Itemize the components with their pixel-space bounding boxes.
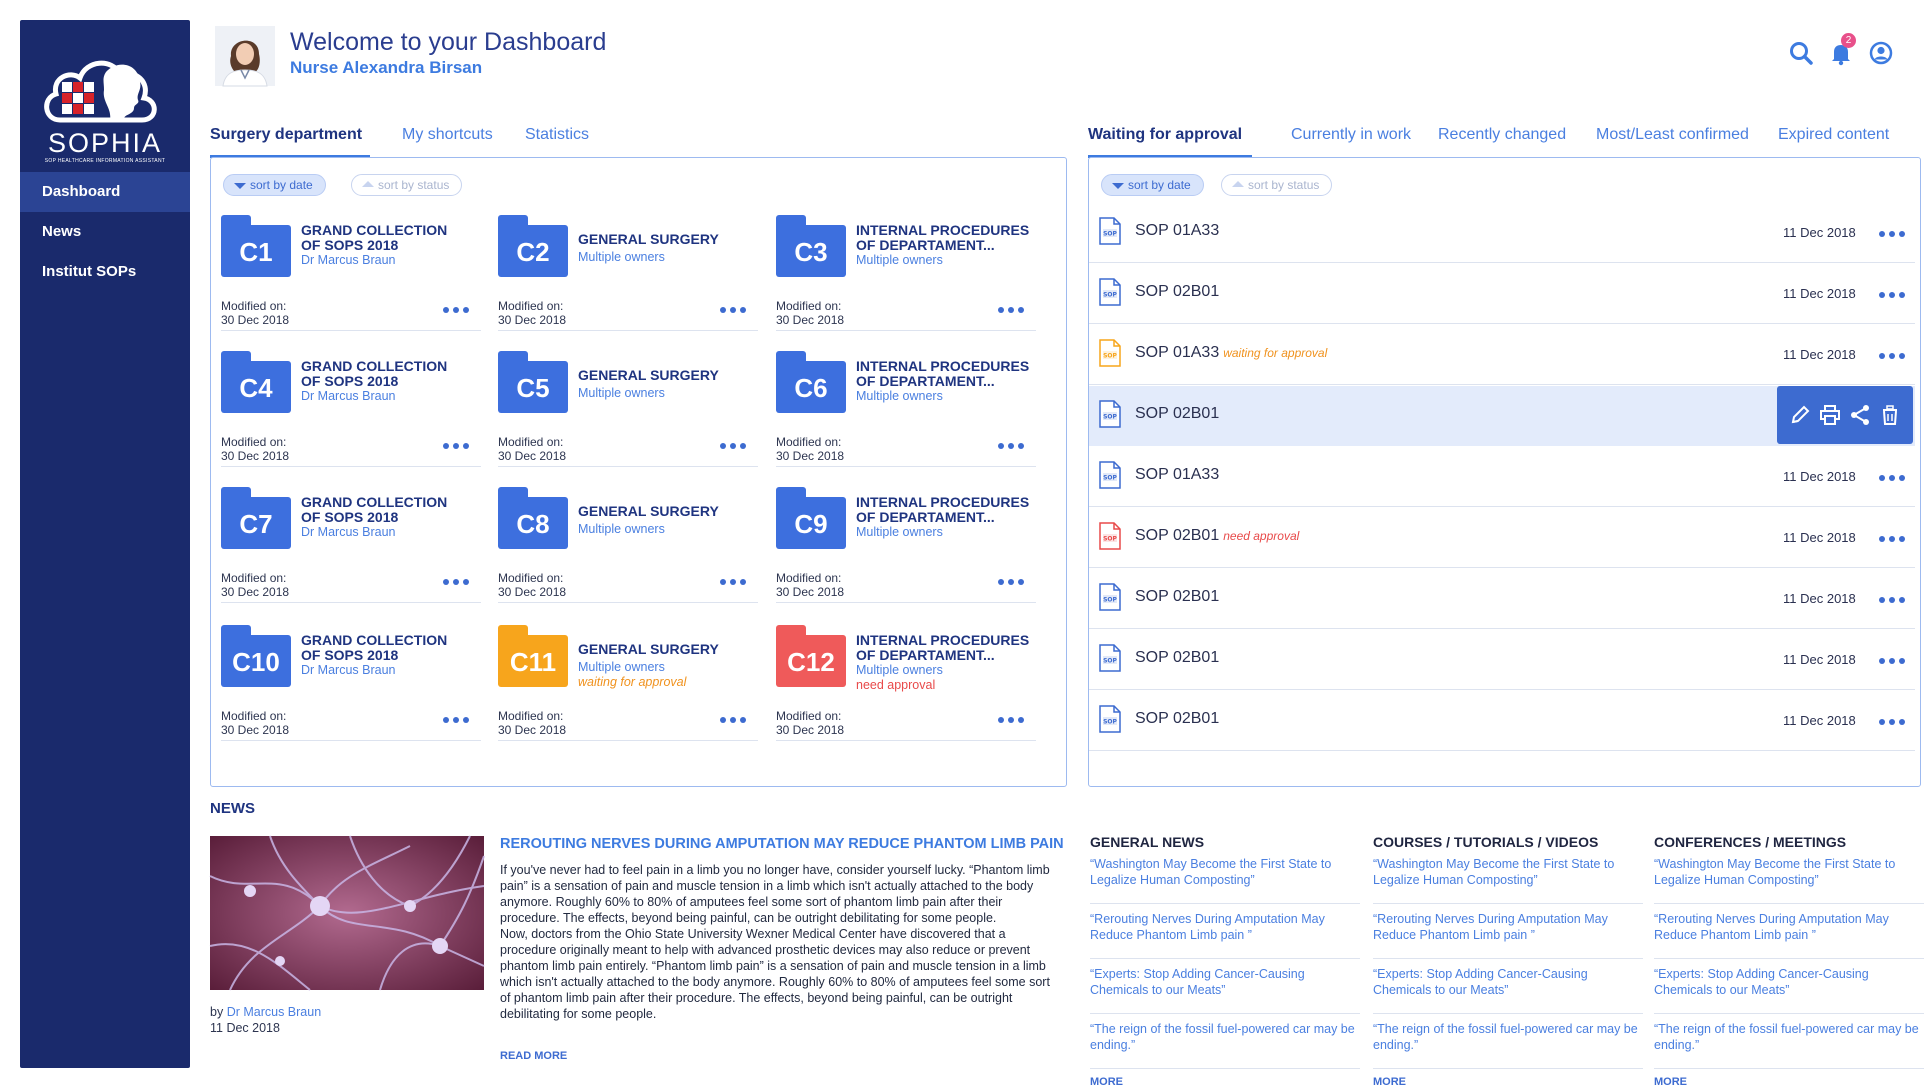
collection-code: C3 — [776, 225, 846, 277]
sop-document-icon — [1099, 217, 1121, 245]
sop-list-panel — [1088, 157, 1921, 787]
general-news-column — [1090, 834, 1360, 1088]
sop-row[interactable] — [1089, 569, 1915, 629]
avatar[interactable] — [215, 26, 275, 86]
sop-sort-by-status-label: sort by status — [1248, 178, 1320, 192]
modified-label: Modified on: — [221, 571, 287, 585]
collection-status: need approval — [856, 678, 936, 692]
folder-icon[interactable] — [221, 487, 291, 549]
sort-asc-icon — [1232, 181, 1244, 187]
modified-label: Modified on: — [221, 299, 287, 313]
collection-title-line-1: INTERNAL PROCEDURES — [856, 494, 1030, 510]
collection-modified — [221, 571, 289, 599]
sop-row[interactable] — [1089, 447, 1915, 507]
more-dots-icon[interactable] — [443, 441, 473, 451]
modified-label: Modified on: — [498, 299, 564, 313]
sop-name[interactable] — [1135, 344, 1327, 362]
collection-modified — [498, 435, 566, 463]
news-author-link[interactable]: Dr Marcus Braun — [226, 1005, 322, 1019]
sop-title: SOP 02B01 — [1135, 649, 1220, 666]
modified-date: 30 Dec 2018 — [498, 449, 567, 463]
pencil-icon[interactable] — [1789, 404, 1811, 426]
sop-name[interactable] — [1135, 466, 1223, 484]
collection-modified — [776, 299, 844, 327]
sop-row[interactable] — [1089, 264, 1915, 324]
sop-document-icon — [1099, 522, 1121, 550]
collection-modified — [221, 299, 289, 327]
logo-tagline: SOP HEALTHCARE INFORMATION ASSISTANT — [44, 158, 166, 164]
left-tabs — [210, 126, 1070, 156]
collection-card[interactable] — [776, 213, 1036, 331]
svg-text:SOP: SOP — [1103, 230, 1117, 238]
column-news-link[interactable]: “Washington May Become the First State to Legalize Human Composting” — [1090, 856, 1360, 904]
sop-name[interactable] — [1135, 588, 1223, 606]
news-image[interactable] — [210, 836, 484, 990]
collection-owner: Dr Marcus Braun — [301, 663, 396, 677]
news-byline — [210, 1004, 321, 1036]
sop-document-icon — [1099, 705, 1121, 733]
sop-sort-by-status-button[interactable] — [1221, 174, 1332, 196]
column-news-link[interactable]: “Experts: Stop Adding Cancer-Causing Chemicals to our Meats” — [1090, 966, 1360, 1014]
collection-modified — [776, 571, 844, 599]
more-dots-icon[interactable] — [998, 441, 1028, 451]
collections-panel — [210, 157, 1067, 787]
more-dots-icon[interactable] — [720, 715, 750, 725]
share-icon[interactable] — [1849, 404, 1871, 426]
more-link[interactable]: MORE — [1090, 1076, 1123, 1088]
collection-card[interactable] — [498, 623, 758, 741]
tab-currently-in-work[interactable]: Currently in work — [1291, 126, 1412, 143]
collection-modified — [221, 709, 289, 737]
collection-title[interactable] — [578, 368, 758, 383]
sort-by-status-button[interactable] — [351, 174, 462, 196]
collection-title[interactable] — [856, 223, 1036, 253]
collection-card[interactable] — [498, 485, 758, 603]
collection-title-line-1: GENERAL SURGERY — [578, 503, 719, 519]
collection-title[interactable] — [578, 232, 758, 247]
more-dots-icon[interactable] — [1879, 534, 1909, 544]
collection-title[interactable] — [578, 642, 758, 657]
collection-owner: Multiple owners — [856, 389, 943, 403]
sidebar-nav — [20, 172, 190, 292]
user-circle-icon[interactable] — [1868, 40, 1894, 66]
collection-owner: Multiple owners — [856, 663, 943, 677]
collection-card[interactable] — [776, 349, 1036, 467]
collection-code: C2 — [498, 225, 568, 277]
folder-icon[interactable] — [221, 215, 291, 277]
sop-document-icon — [1099, 400, 1121, 428]
news-by-label: by — [210, 1005, 224, 1019]
sop-sort-by-date-label: sort by date — [1128, 178, 1191, 192]
column-news-link[interactable]: “Washington May Become the First State to Legalize Human Composting” — [1373, 856, 1643, 904]
collection-title[interactable] — [301, 359, 481, 389]
collection-owner: Multiple owners — [578, 522, 665, 536]
modified-date: 30 Dec 2018 — [498, 313, 567, 327]
tab-expired-content[interactable]: Expired content — [1778, 126, 1890, 143]
sop-title: SOP 02B01 — [1135, 283, 1220, 300]
sop-document-icon — [1099, 278, 1121, 306]
sop-document-icon — [1099, 461, 1121, 489]
sidebar-item-news[interactable]: News — [42, 223, 82, 240]
collection-owner: Dr Marcus Braun — [301, 253, 396, 267]
column-heading: CONFERENCES / MEETINGS — [1654, 834, 1847, 850]
modified-label: Modified on: — [776, 709, 842, 723]
folder-icon[interactable] — [221, 625, 291, 687]
collection-card[interactable] — [221, 349, 481, 467]
column-news-link[interactable]: “The reign of the fossil fuel-powered car may be ending.” — [1654, 1021, 1924, 1069]
modified-date: 30 Dec 2018 — [776, 585, 845, 599]
trash-icon[interactable] — [1879, 404, 1901, 426]
sort-desc-icon — [234, 183, 246, 189]
column-news-link[interactable]: “Rerouting Nerves During Amputation May Reduce Phantom Limb pain ” — [1090, 911, 1360, 959]
collection-title-line-1: GRAND COLLECTION — [301, 632, 448, 648]
sop-status-flag: waiting for approval — [1223, 346, 1328, 360]
modified-date: 30 Dec 2018 — [221, 449, 290, 463]
sop-title: SOP 02B01 — [1135, 527, 1220, 544]
collection-title[interactable] — [856, 359, 1036, 389]
more-dots-icon[interactable] — [720, 305, 750, 315]
page-title: Welcome to your Dashboard — [290, 28, 607, 56]
collection-code: C7 — [221, 497, 291, 549]
sop-title: SOP 02B01 — [1135, 710, 1220, 727]
collection-modified — [498, 571, 566, 599]
modified-date: 30 Dec 2018 — [221, 723, 290, 737]
sop-date: 11 Dec 2018 — [1783, 286, 1856, 301]
svg-text:SOP: SOP — [1103, 535, 1117, 543]
modified-label: Modified on: — [776, 571, 842, 585]
folder-icon[interactable] — [498, 215, 568, 277]
tab-most-least-confirmed[interactable]: Most/Least confirmed — [1596, 126, 1749, 143]
search-icon[interactable] — [1788, 40, 1814, 66]
collection-owner: Multiple owners — [578, 386, 665, 400]
svg-text:SOP: SOP — [1103, 291, 1117, 299]
collection-code: C9 — [776, 497, 846, 549]
more-dots-icon[interactable] — [1879, 351, 1909, 361]
more-dots-icon[interactable] — [1879, 717, 1909, 727]
collection-title[interactable] — [578, 504, 758, 519]
sop-date: 11 Dec 2018 — [1783, 530, 1856, 545]
column-news-link[interactable]: “Experts: Stop Adding Cancer-Causing Chemicals to our Meats” — [1373, 966, 1643, 1014]
collection-title-line-2: OF DEPARTAMENT... — [856, 647, 995, 663]
sidebar — [20, 20, 190, 1068]
modified-date: 30 Dec 2018 — [221, 585, 290, 599]
modified-label: Modified on: — [221, 709, 287, 723]
sop-name[interactable] — [1135, 710, 1223, 728]
more-dots-icon[interactable] — [1879, 290, 1909, 300]
collection-code: C10 — [221, 635, 291, 687]
collection-title-line-1: INTERNAL PROCEDURES — [856, 632, 1030, 648]
collection-owner: Multiple owners — [578, 250, 665, 264]
collection-title-line-2: OF DEPARTAMENT... — [856, 509, 995, 525]
sop-document-icon — [1099, 339, 1121, 367]
more-dots-icon[interactable] — [1879, 473, 1909, 483]
more-dots-icon[interactable] — [998, 305, 1028, 315]
sop-date: 11 Dec 2018 — [1783, 469, 1856, 484]
more-dots-icon[interactable] — [443, 305, 473, 315]
tab-waiting-for-approval[interactable]: Waiting for approval — [1088, 126, 1243, 143]
bell-icon[interactable] — [1828, 35, 1854, 66]
collection-code: C8 — [498, 497, 568, 549]
modified-label: Modified on: — [221, 435, 287, 449]
svg-text:SOP: SOP — [1103, 413, 1117, 421]
collection-title[interactable] — [856, 495, 1036, 525]
collection-title[interactable] — [301, 495, 481, 525]
sop-name[interactable] — [1135, 527, 1299, 545]
column-news-link[interactable]: “Rerouting Nerves During Amputation May Reduce Phantom Limb pain ” — [1373, 911, 1643, 959]
column-news-link[interactable]: “Rerouting Nerves During Amputation May Reduce Phantom Limb pain ” — [1654, 911, 1924, 959]
right-tabs — [1088, 126, 1908, 156]
folder-icon[interactable] — [776, 625, 846, 687]
folder-icon[interactable] — [776, 215, 846, 277]
collection-status: waiting for approval — [578, 675, 687, 689]
notification-badge: 2 — [1841, 33, 1856, 48]
more-dots-icon[interactable] — [998, 715, 1028, 725]
news-paragraph-2: Now, doctors from the Ohio State University Wexner Medical Center have discovered that a procedure originally meant to help with advanced prosthetic devices may also reduce or prevent phantom limb pain entirely. “Phantom limb pain” is a sensation of pain and muscle tension in a limb which isn't actually attached to the body anymore. Roughly 60% to 80% of amputees feel some sort of phantom limb pain after their procedure. The effects, beyond being painful, can be outright debilitating for some people. — [500, 927, 1050, 1021]
sop-title: SOP 02B01 — [1135, 588, 1220, 605]
collection-modified — [498, 299, 566, 327]
collection-title-line-1: GRAND COLLECTION — [301, 222, 448, 238]
courses-column — [1373, 834, 1643, 1088]
sidebar-item-institut-sops[interactable]: Institut SOPs — [42, 263, 137, 280]
collection-card[interactable] — [498, 349, 758, 467]
sort-by-status-label: sort by status — [378, 178, 450, 192]
collection-title-line-1: INTERNAL PROCEDURES — [856, 358, 1030, 374]
sort-desc-icon — [1112, 183, 1124, 189]
sop-date: 11 Dec 2018 — [1783, 347, 1856, 362]
logo-cloud-icon — [40, 42, 170, 132]
collection-code: C12 — [776, 635, 846, 687]
sop-status-flag: need approval — [1223, 529, 1300, 543]
svg-text:SOP: SOP — [1103, 352, 1117, 360]
more-link[interactable]: MORE — [1654, 1076, 1687, 1088]
news-paragraph-1: If you've never had to feel pain in a limb you no longer have, consider yourself lucky. “Phantom limb pain” is a sensation of pain and muscle tension in a limb which isn't actually attached to the body anymore. Roughly 60% to 80% of amputees feel some sort of phantom limb pain after their procedure. The effects, beyond being painful, can be outright debilitating for some people. — [500, 863, 1050, 925]
collection-title-line-1: GENERAL SURGERY — [578, 367, 719, 383]
sop-document-icon — [1099, 583, 1121, 611]
logo-name: SOPHIA — [47, 128, 163, 158]
svg-text:SOP: SOP — [1103, 718, 1117, 726]
collection-title-line-2: OF SOPS 2018 — [301, 373, 399, 389]
collection-card[interactable] — [221, 213, 481, 331]
modified-label: Modified on: — [776, 435, 842, 449]
collection-title-line-1: GRAND COLLECTION — [301, 358, 448, 374]
folder-icon[interactable] — [776, 487, 846, 549]
collection-owner: Dr Marcus Braun — [301, 389, 396, 403]
modified-date: 30 Dec 2018 — [776, 723, 845, 737]
folder-icon[interactable] — [498, 351, 568, 413]
sidebar-item-dashboard[interactable]: Dashboard — [20, 172, 190, 212]
sop-date: 11 Dec 2018 — [1783, 591, 1856, 606]
tab-surgery-department[interactable]: Surgery department — [210, 126, 363, 143]
collection-title-line-1: GENERAL SURGERY — [578, 231, 719, 247]
sop-name[interactable] — [1135, 649, 1223, 667]
collection-card[interactable] — [221, 485, 481, 603]
collection-owner: Multiple owners — [856, 253, 943, 267]
column-news-link[interactable]: “Washington May Become the First State to Legalize Human Composting” — [1654, 856, 1924, 904]
top-toolbar — [1788, 35, 1898, 70]
sop-title: SOP 01A33 — [1135, 344, 1220, 361]
sop-row[interactable] — [1089, 386, 1915, 446]
collection-card[interactable] — [498, 213, 758, 331]
modified-date: 30 Dec 2018 — [776, 313, 845, 327]
printer-icon[interactable] — [1819, 404, 1841, 426]
modified-label: Modified on: — [776, 299, 842, 313]
sop-name[interactable] — [1135, 222, 1223, 240]
user-name: Nurse Alexandra Birsan — [290, 58, 483, 77]
more-dots-icon[interactable] — [1879, 656, 1909, 666]
collection-code: C1 — [221, 225, 291, 277]
news-article-body — [500, 862, 1052, 1022]
collection-title-line-2: OF DEPARTAMENT... — [856, 237, 995, 253]
collection-card[interactable] — [221, 623, 481, 741]
collection-code: C6 — [776, 361, 846, 413]
more-dots-icon[interactable] — [1879, 595, 1909, 605]
folder-icon[interactable] — [221, 351, 291, 413]
tab-recently-changed[interactable]: Recently changed — [1438, 126, 1567, 143]
more-dots-icon[interactable] — [998, 577, 1028, 587]
more-dots-icon[interactable] — [720, 577, 750, 587]
collection-modified — [221, 435, 289, 463]
collection-title[interactable] — [301, 223, 481, 253]
tab-my-shortcuts[interactable]: My shortcuts — [402, 126, 493, 143]
sort-asc-icon — [362, 181, 374, 187]
more-dots-icon[interactable] — [1879, 229, 1909, 239]
collection-title-line-2: OF SOPS 2018 — [301, 647, 399, 663]
collection-owner: Multiple owners — [578, 660, 665, 674]
row-action-bar — [1777, 386, 1913, 444]
collection-code: C11 — [498, 635, 568, 687]
column-news-link[interactable]: “The reign of the fossil fuel-powered car may be ending.” — [1090, 1021, 1360, 1069]
sop-title: SOP 01A33 — [1135, 222, 1220, 239]
collection-card[interactable] — [776, 485, 1036, 603]
sop-date: 11 Dec 2018 — [1783, 652, 1856, 667]
app-logo[interactable] — [20, 34, 190, 164]
modified-date: 30 Dec 2018 — [221, 313, 290, 327]
collection-modified — [776, 435, 844, 463]
news-heading: NEWS — [210, 800, 255, 817]
more-dots-icon[interactable] — [720, 441, 750, 451]
collection-title-line-1: GENERAL SURGERY — [578, 641, 719, 657]
collection-title-line-2: OF SOPS 2018 — [301, 509, 399, 525]
sop-name[interactable] — [1135, 283, 1223, 301]
modified-date: 30 Dec 2018 — [498, 585, 567, 599]
folder-icon[interactable] — [498, 625, 568, 687]
tab-statistics[interactable]: Statistics — [525, 126, 590, 143]
collection-code: C4 — [221, 361, 291, 413]
sop-title: SOP 02B01 — [1135, 405, 1220, 422]
more-dots-icon[interactable] — [443, 577, 473, 587]
neurons-image — [210, 836, 484, 990]
column-news-link[interactable]: “The reign of the fossil fuel-powered car may be ending.” — [1373, 1021, 1643, 1069]
sop-name[interactable] — [1135, 405, 1223, 423]
sop-row[interactable] — [1089, 630, 1915, 690]
modified-label: Modified on: — [498, 571, 564, 585]
collection-title-line-1: INTERNAL PROCEDURES — [856, 222, 1030, 238]
sop-date: 11 Dec 2018 — [1783, 713, 1856, 728]
read-more-link[interactable]: READ MORE — [500, 1050, 568, 1062]
sop-row[interactable] — [1089, 203, 1915, 263]
column-news-link[interactable]: “Experts: Stop Adding Cancer-Causing Chemicals to our Meats” — [1654, 966, 1924, 1014]
news-article-title[interactable]: REROUTING NERVES DURING AMPUTATION MAY REDUCE PHANTOM LIMB PAIN — [500, 836, 1064, 852]
avatar-image — [215, 26, 275, 86]
svg-text:SOP: SOP — [1103, 657, 1117, 665]
sort-by-date-label: sort by date — [250, 178, 313, 192]
svg-text:SOP: SOP — [1103, 596, 1117, 604]
collection-owner: Dr Marcus Braun — [301, 525, 396, 539]
sop-row[interactable] — [1089, 691, 1915, 751]
collection-title[interactable] — [301, 633, 481, 663]
modified-date: 30 Dec 2018 — [776, 449, 845, 463]
svg-text:SOP: SOP — [1103, 474, 1117, 482]
collection-title-line-2: OF SOPS 2018 — [301, 237, 399, 253]
collection-code: C5 — [498, 361, 568, 413]
modified-label: Modified on: — [498, 709, 564, 723]
more-dots-icon[interactable] — [443, 715, 473, 725]
sop-date: 11 Dec 2018 — [1783, 225, 1856, 240]
sop-row[interactable] — [1089, 325, 1915, 385]
collection-owner: Multiple owners — [856, 525, 943, 539]
sop-title: SOP 01A33 — [1135, 466, 1220, 483]
sop-sort-by-date-button[interactable] — [1101, 174, 1204, 196]
column-heading: COURSES / TUTORIALS / VIDEOS — [1373, 834, 1599, 850]
conferences-column — [1654, 834, 1924, 1088]
collection-modified — [776, 709, 844, 737]
news-date: 11 Dec 2018 — [210, 1021, 280, 1035]
folder-icon[interactable] — [498, 487, 568, 549]
collection-title[interactable] — [856, 633, 1036, 663]
sort-by-date-button[interactable] — [223, 174, 326, 196]
modified-date: 30 Dec 2018 — [498, 723, 567, 737]
column-heading: GENERAL NEWS — [1090, 834, 1205, 850]
sop-document-icon — [1099, 644, 1121, 672]
more-link[interactable]: MORE — [1373, 1076, 1406, 1088]
collection-title-line-1: GRAND COLLECTION — [301, 494, 448, 510]
collection-modified — [498, 709, 566, 737]
folder-icon[interactable] — [776, 351, 846, 413]
modified-label: Modified on: — [498, 435, 564, 449]
collection-title-line-2: OF DEPARTAMENT... — [856, 373, 995, 389]
collection-card[interactable] — [776, 623, 1036, 741]
sop-row[interactable] — [1089, 508, 1915, 568]
